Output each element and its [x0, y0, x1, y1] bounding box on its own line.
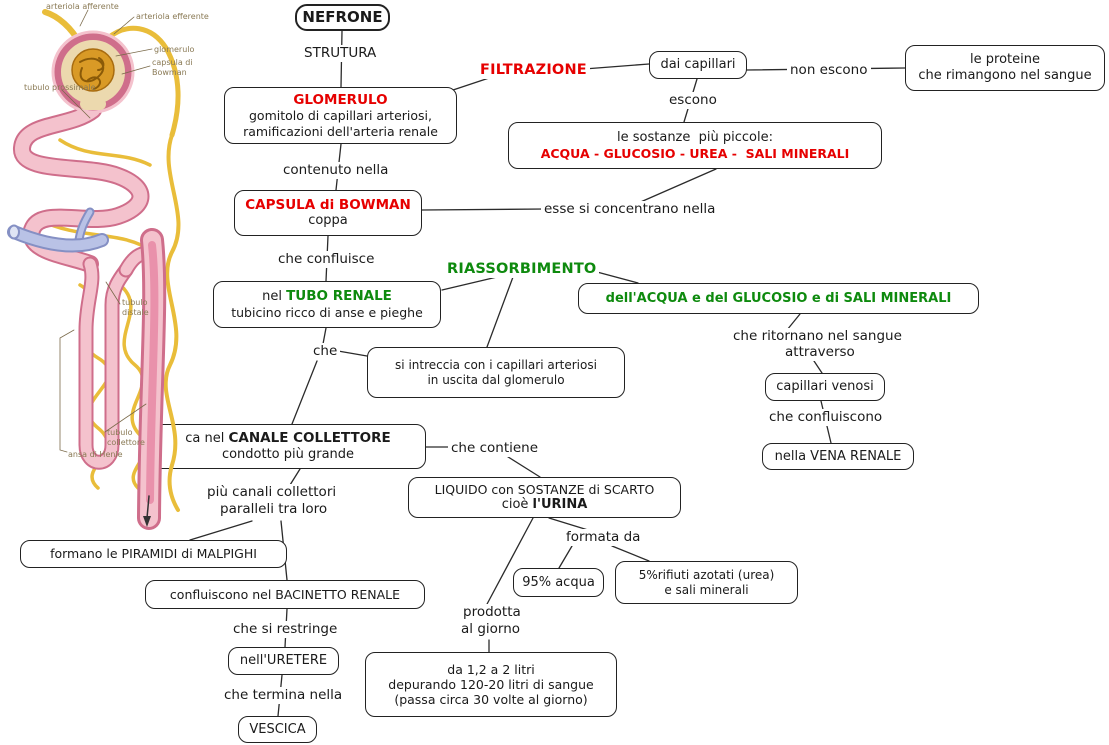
node-capsula-line2: coppa — [308, 213, 348, 229]
label-non-escono: non escono — [787, 62, 871, 79]
label-che-confluiscono: che confluiscono — [766, 409, 885, 426]
node-tubo-renale — [213, 281, 441, 328]
node-intreccia — [367, 347, 625, 398]
node-piramidi-malpighi — [20, 540, 287, 568]
node-liquido-urina — [408, 477, 681, 518]
node-canale-line2: condotto più grande — [221, 447, 355, 462]
node-litri-line1: da 1,2 a 2 litri — [447, 661, 535, 677]
node-glomerulo — [224, 87, 457, 144]
label-che-confluisce: che confluisce — [275, 251, 377, 268]
ill-label-glomerulo: glomerulo — [154, 45, 195, 54]
label-al-giorno: al giorno — [458, 621, 523, 638]
node-vena-renale — [762, 443, 914, 470]
ansa-bracket — [60, 330, 74, 452]
label-che-ritornano: che ritornano nel sangue — [730, 328, 905, 345]
node-canale-title: CANALE COLLETTORE — [228, 430, 391, 447]
glomerulus-capsule — [53, 32, 133, 112]
label-strutura: STRUTURA — [301, 45, 379, 62]
label-che: che — [310, 343, 340, 360]
node-riassorbimento-text: dell'ACQUA e del GLUCOSIO e di SALI MINERALI — [605, 290, 952, 306]
label-escono: escono — [666, 92, 720, 109]
node-dai-capillari — [649, 51, 747, 79]
node-nefrone — [295, 4, 390, 31]
node-litri-line3: (passa circa 30 volte al giorno) — [394, 692, 588, 708]
ill-label-tubulo-distale-1: tubulo — [122, 298, 148, 307]
node-95-acqua-text: 95% acqua — [522, 574, 595, 590]
node-sostanze-line2: ACQUA - GLUCOSIO - UREA - SALI MINERALI — [540, 145, 850, 161]
ill-label-ansa-di-henle: ansa di Henle — [68, 450, 123, 459]
label-contenuto-nella: contenuto nella — [280, 162, 391, 179]
node-sostanze-line1: le sostanze più piccole: — [617, 129, 773, 145]
node-rifiuti-azotati — [615, 561, 798, 604]
label-esse-si-concentrano: esse si concentrano nella — [541, 201, 718, 218]
label-attraverso: attraverso — [782, 344, 858, 361]
node-liquido-bold2: l'URINA — [532, 497, 588, 513]
node-litri-line2: depurando 120-20 litri di sangue — [388, 676, 594, 692]
node-liquido-pre2: cioè — [501, 497, 533, 513]
label-formata-da: formata da — [563, 529, 643, 546]
node-tubo-title: TUBO RENALE — [286, 288, 392, 305]
node-proteine-line1: le proteine — [970, 52, 1040, 68]
node-vena-renale-text: nella VENA RENALE — [774, 448, 902, 464]
node-capillari-venosi-text: capillari venosi — [776, 379, 874, 395]
ill-label-tubulo-collettore-2: collettore — [107, 438, 145, 447]
ill-label-tubulo-prossimale: tubulo prossimale — [24, 83, 96, 92]
node-sostanze — [508, 122, 882, 169]
node-proteine-line2: che rimangono nel sangue — [918, 68, 1092, 83]
node-intreccia-line2: in uscita dal glomerulo — [427, 372, 565, 387]
node-nefrone-title: NEFRONE — [302, 8, 383, 27]
label-che-si-restringe: che si restringe — [230, 621, 340, 638]
node-glomerulo-line2: ramificazioni dell'arteria renale — [243, 123, 438, 139]
ill-label-arteriola-efferente: arteriola efferente — [136, 12, 209, 21]
label-paralleli: paralleli tra loro — [217, 501, 330, 518]
ill-label-capsula-2: Bowman — [152, 68, 187, 77]
node-95-acqua — [513, 568, 604, 597]
node-litri — [365, 652, 617, 717]
node-bacinetto-renale — [145, 580, 425, 609]
node-piramidi-text: formano le PIRAMIDI di MALPIGHI — [50, 546, 257, 562]
node-glomerulo-title: GLOMERULO — [293, 92, 388, 109]
node-intreccia-line1: si intreccia con i capillari arteriosi — [395, 357, 597, 372]
node-uretere-text: nell'URETERE — [239, 653, 328, 669]
node-rifiuti-line2: e sali minerali — [664, 582, 749, 597]
node-vescica-text: VESCICA — [249, 721, 306, 737]
label-che-termina-nella: che termina nella — [221, 687, 345, 704]
label-che-contiene: che contiene — [448, 440, 541, 457]
node-rifiuti-line1: 5%rifiuti azotati (urea) — [638, 567, 775, 582]
node-liquido-line1: LIQUIDO con SOSTANZE di SCARTO — [434, 481, 655, 497]
node-capillari-venosi — [765, 373, 885, 401]
node-bacinetto-text: confluiscono nel BACINETTO RENALE — [169, 586, 401, 602]
node-canale-pre: ca nel — [185, 431, 229, 447]
ill-label-capsula-1: capsula di — [152, 58, 193, 67]
node-glomerulo-line1: gomitolo di capillari arteriosi, — [249, 108, 432, 124]
node-vescica — [238, 716, 317, 743]
label-piu-canali: più canali collettori — [204, 484, 339, 501]
node-uretere — [228, 647, 339, 675]
label-prodotta: prodotta — [460, 604, 524, 621]
node-capsula-title: CAPSULA di BOWMAN — [245, 196, 411, 213]
node-capsula-bowman — [234, 190, 422, 236]
node-tubo-line2: tubicino ricco di anse e pieghe — [231, 305, 423, 321]
node-tubo-pre: nel — [262, 289, 287, 305]
ill-label-arteriola-afferente: arteriola afferente — [46, 2, 119, 11]
ill-label-tubulo-collettore-1: tubulo — [107, 428, 133, 437]
node-riassorbimento-dettaglio — [578, 283, 979, 314]
node-dai-capillari-text: dai capillari — [660, 57, 736, 73]
node-proteine — [905, 45, 1105, 91]
label-riassorbimento: RIASSORBIMENTO — [444, 260, 599, 278]
label-filtrazione: FILTRAZIONE — [477, 61, 590, 79]
ill-label-tubulo-distale-2: distale — [122, 308, 149, 317]
